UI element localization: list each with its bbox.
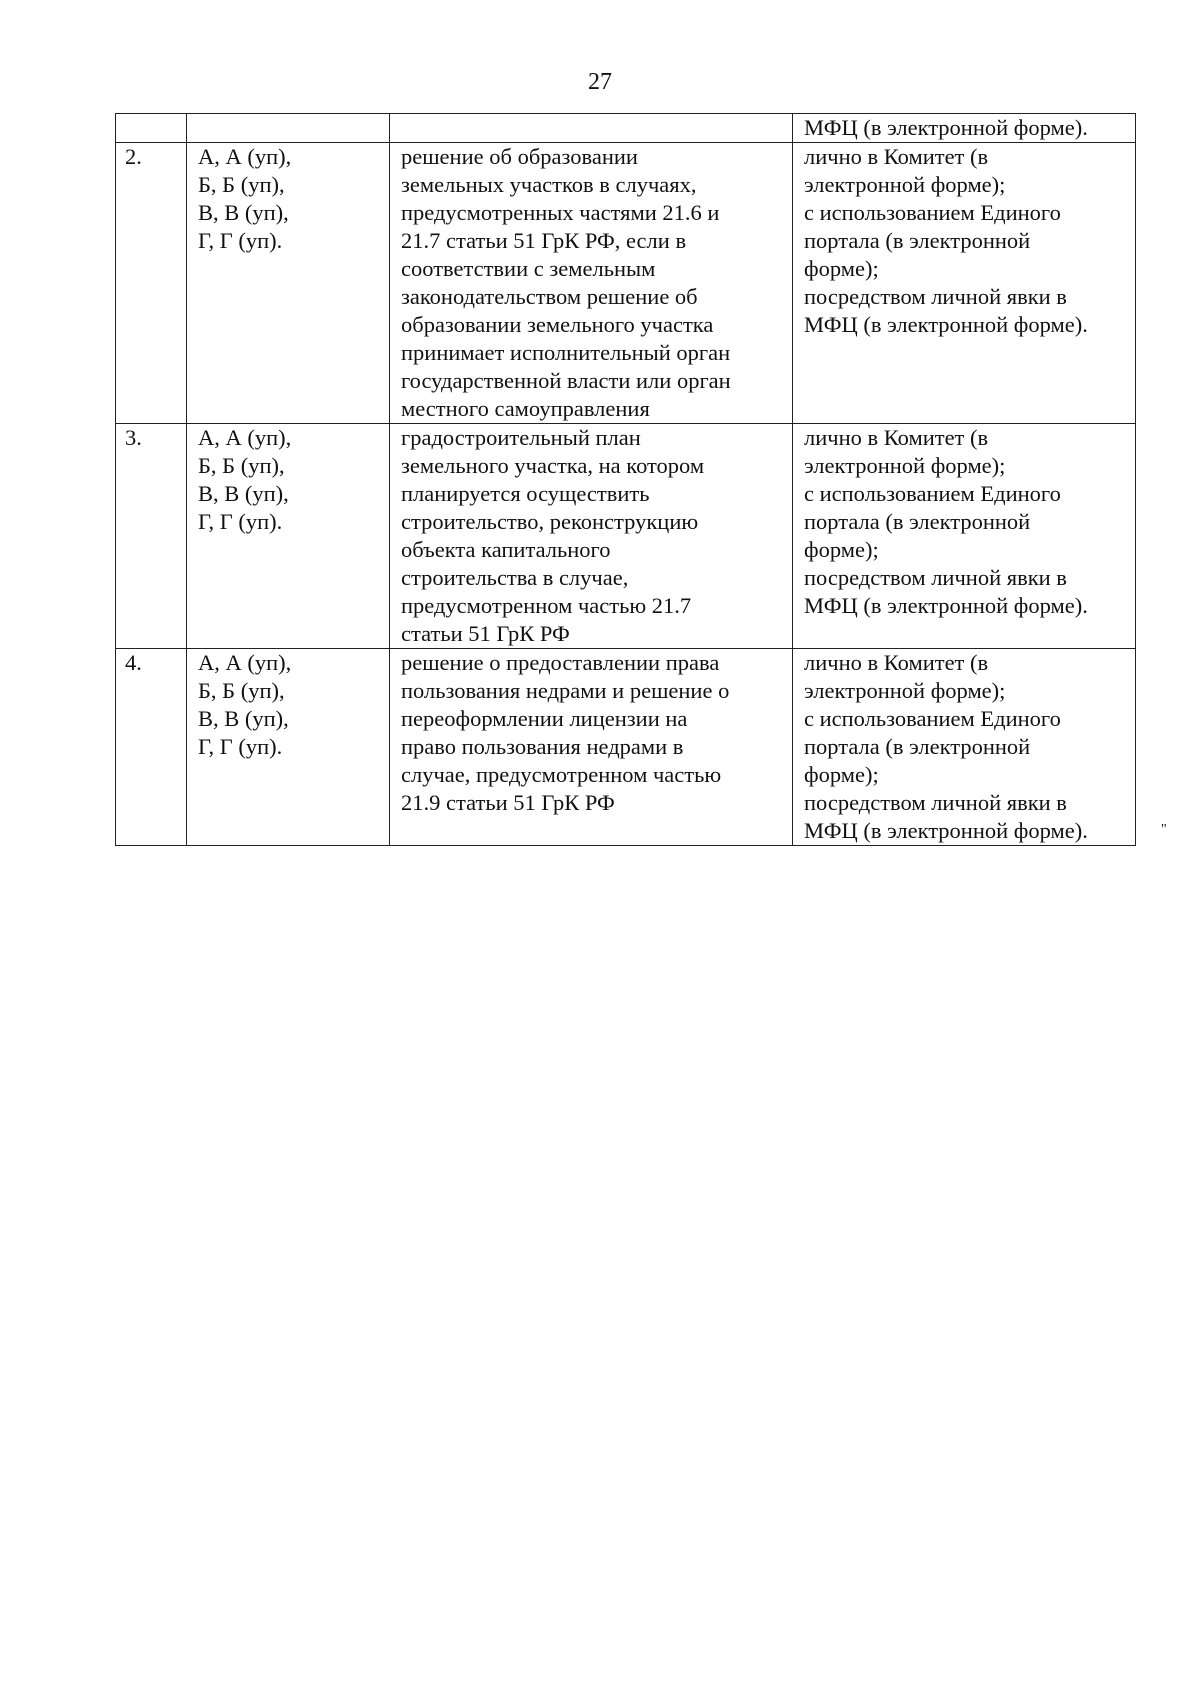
submission-line: посредством личной явки в — [804, 565, 1067, 590]
category-line: В, В (уп), — [198, 200, 289, 225]
category-line: Г, Г (уп). — [198, 734, 283, 759]
table-row — [116, 424, 1136, 649]
categories-cell — [187, 424, 390, 649]
submission-line: МФЦ (в электронной форме). — [804, 312, 1088, 337]
document-cell — [390, 424, 793, 649]
document-cell — [390, 114, 793, 143]
submission-line: портала (в электронной — [804, 228, 1031, 253]
submission-line: лично в Комитет (в — [804, 144, 989, 169]
document-table — [115, 113, 1136, 846]
submission-line: посредством личной явки в — [804, 284, 1067, 309]
document-line: образовании земельного участка — [401, 312, 714, 337]
category-line: В, В (уп), — [198, 706, 289, 731]
document-line: принимает исполнительный орган — [401, 340, 731, 365]
submission-line: лично в Комитет (в — [804, 650, 989, 675]
document-line: 21.9 статьи 51 ГрК РФ — [401, 790, 615, 815]
submission-line: с использованием Единого — [804, 200, 1061, 225]
closing-quote: " — [1161, 822, 1167, 837]
submission-line: МФЦ (в электронной форме). — [804, 818, 1088, 843]
row-number-cell: 3. — [116, 424, 187, 649]
category-line: Г, Г (уп). — [198, 509, 283, 534]
category-line: Б, Б (уп), — [198, 678, 285, 703]
submission-line: МФЦ (в электронной форме). — [804, 593, 1088, 618]
submission-cell — [793, 143, 1136, 424]
document-line: земельных участков в случаях, — [401, 172, 697, 197]
document-line: 21.7 статьи 51 ГрК РФ, если в — [401, 228, 687, 253]
submission-line: форме); — [804, 537, 879, 562]
document-line: градостроительный план — [401, 425, 641, 450]
submission-line: с использованием Единого — [804, 481, 1061, 506]
category-line: А, А (уп), — [198, 650, 292, 675]
submission-line: электронной форме); — [804, 678, 1006, 703]
submission-line: электронной форме); — [804, 453, 1006, 478]
table-row — [116, 143, 1136, 424]
document-line: пользования недрами и решение о — [401, 678, 730, 703]
table-row — [116, 649, 1136, 846]
document-line: право пользования недрами в — [401, 734, 684, 759]
submission-line: лично в Комитет (в — [804, 425, 989, 450]
row-number-cell: 4. — [116, 649, 187, 846]
document-line: строительство, реконструкцию — [401, 509, 699, 534]
document-line: законодательством решение об — [401, 284, 698, 309]
table-row-continuation — [116, 114, 1136, 143]
document-line: объекта капитального — [401, 537, 611, 562]
submission-cell — [793, 649, 1136, 846]
document-line: земельного участка, на котором — [401, 453, 705, 478]
submission-line: МФЦ (в электронной форме). — [804, 115, 1088, 140]
category-line: В, В (уп), — [198, 481, 289, 506]
submission-line: форме); — [804, 762, 879, 787]
document-line: случае, предусмотренном частью — [401, 762, 722, 787]
document-line: статьи 51 ГрК РФ — [401, 621, 570, 646]
submission-cell — [793, 114, 1136, 143]
document-line: решение о предоставлении права — [401, 650, 720, 675]
category-line: А, А (уп), — [198, 425, 292, 450]
table-body — [116, 114, 1136, 846]
document-line: планируется осуществить — [401, 481, 650, 506]
document-line: строительства в случае, — [401, 565, 629, 590]
document-line: местного самоуправления — [401, 396, 650, 421]
category-line: Б, Б (уп), — [198, 453, 285, 478]
category-line: А, А (уп), — [198, 144, 292, 169]
submission-cell — [793, 424, 1136, 649]
submission-line: электронной форме); — [804, 172, 1006, 197]
document-line: предусмотренном частью 21.7 — [401, 593, 692, 618]
categories-cell — [187, 649, 390, 846]
categories-cell — [187, 143, 390, 424]
category-line: Б, Б (уп), — [198, 172, 285, 197]
document-line: переоформлении лицензии на — [401, 706, 688, 731]
document-line: решение об образовании — [401, 144, 638, 169]
document-cell — [390, 143, 793, 424]
document-line: государственной власти или орган — [401, 368, 731, 393]
row-number-cell: 2. — [116, 143, 187, 424]
page-number: 27 — [588, 69, 612, 95]
submission-line: с использованием Единого — [804, 706, 1061, 731]
submission-line: посредством личной явки в — [804, 790, 1067, 815]
row-number-cell — [116, 114, 187, 143]
categories-cell — [187, 114, 390, 143]
document-line: предусмотренных частями 21.6 и — [401, 200, 720, 225]
category-line: Г, Г (уп). — [198, 228, 283, 253]
document-line: соответствии с земельным — [401, 256, 656, 281]
document-cell — [390, 649, 793, 846]
submission-line: портала (в электронной — [804, 734, 1031, 759]
submission-line: форме); — [804, 256, 879, 281]
submission-line: портала (в электронной — [804, 509, 1031, 534]
